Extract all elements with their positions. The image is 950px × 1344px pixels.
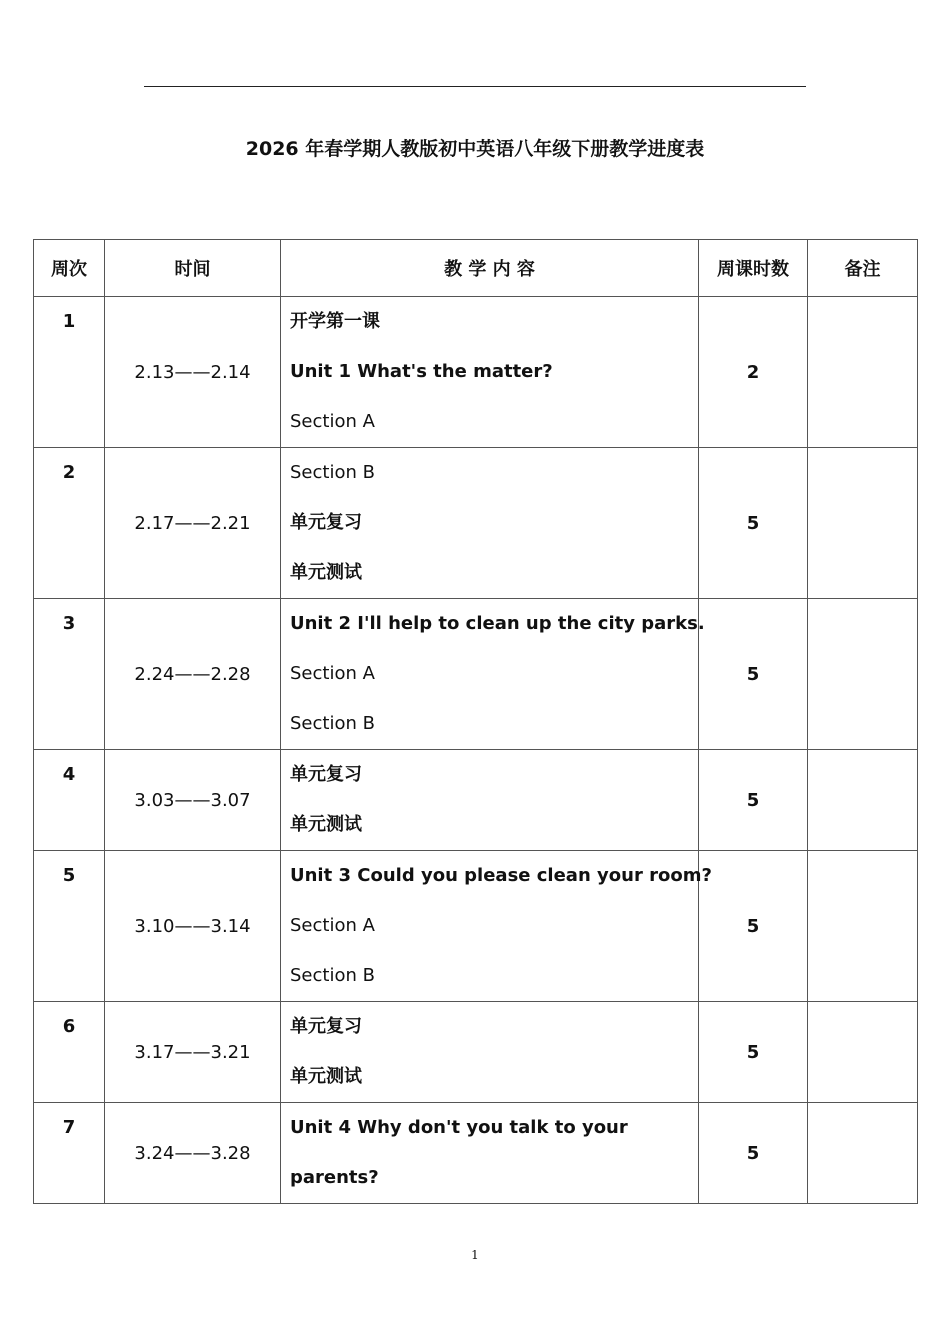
content-cell (281, 750, 699, 851)
content-line: 单元复习 (290, 512, 362, 533)
week-cell: 6 (34, 1002, 105, 1103)
page-title: 2026 年春学期人教版初中英语八年级下册教学进度表 (245, 138, 705, 160)
week-cell: 7 (34, 1103, 105, 1204)
content-cell (281, 1002, 699, 1103)
table-row (34, 297, 918, 448)
content-line: Section A (290, 411, 375, 432)
content-line: 开学第一课 (290, 311, 380, 332)
content-cell (281, 297, 699, 448)
notes-cell (808, 851, 918, 1002)
time-cell: 2.17——2.21 (105, 448, 281, 599)
week-cell: 1 (34, 297, 105, 448)
content-line: Section A (290, 663, 375, 684)
notes-cell (808, 297, 918, 448)
hours-cell: 5 (699, 1002, 808, 1103)
notes-cell (808, 1103, 918, 1204)
header-rule (144, 86, 806, 87)
notes-cell (808, 1002, 918, 1103)
hours-cell: 5 (699, 1103, 808, 1204)
page-number: 1 (471, 1248, 479, 1262)
hours-cell: 2 (699, 297, 808, 448)
content-cell (281, 1103, 699, 1204)
schedule-table (33, 239, 918, 1204)
content-line: Unit 1 What's the matter? (290, 361, 553, 382)
table-row (34, 1002, 918, 1103)
content-line: Section B (290, 965, 375, 986)
content-line: 单元测试 (290, 814, 362, 835)
content-line: Unit 2 I'll help to clean up the city parks. (290, 613, 705, 634)
week-cell: 2 (34, 448, 105, 599)
table-row (34, 1103, 918, 1204)
header-time: 时间 (105, 240, 281, 297)
time-cell: 3.17——3.21 (105, 1002, 281, 1103)
header-week: 周次 (34, 240, 105, 297)
content-cell (281, 851, 712, 1002)
hours-cell: 5 (699, 851, 808, 1002)
time-cell: 3.03——3.07 (105, 750, 281, 851)
content-line: 单元复习 (290, 764, 362, 785)
header-notes: 备注 (808, 240, 918, 297)
content-line: Section A (290, 915, 375, 936)
content-line: Unit 3 Could you please clean your room? (290, 865, 712, 886)
content-line: Section B (290, 713, 375, 734)
time-cell: 3.10——3.14 (105, 851, 281, 1002)
content-line: 单元复习 (290, 1016, 362, 1037)
content-line: parents? (290, 1167, 379, 1188)
content-line: 单元测试 (290, 562, 362, 583)
table-row (34, 750, 918, 851)
hours-cell: 5 (699, 448, 808, 599)
header-content: 教 学 内 容 (281, 240, 699, 297)
hours-cell: 5 (699, 750, 808, 851)
notes-cell (808, 599, 918, 750)
content-line: Unit 4 Why don't you talk to your (290, 1117, 628, 1138)
week-cell: 3 (34, 599, 105, 750)
week-cell: 5 (34, 851, 105, 1002)
time-cell: 3.24——3.28 (105, 1103, 281, 1204)
time-cell: 2.13——2.14 (105, 297, 281, 448)
notes-cell (808, 448, 918, 599)
time-cell: 2.24——2.28 (105, 599, 281, 750)
content-cell (281, 599, 705, 750)
table-header-row (34, 240, 918, 297)
week-cell: 4 (34, 750, 105, 851)
content-line: 单元测试 (290, 1066, 362, 1087)
notes-cell (808, 750, 918, 851)
table-row (34, 599, 918, 750)
content-line: Section B (290, 462, 375, 483)
header-hours: 周课时数 (699, 240, 808, 297)
content-cell (281, 448, 699, 599)
hours-cell: 5 (699, 599, 808, 750)
table-row (34, 448, 918, 599)
table-row (34, 851, 918, 1002)
